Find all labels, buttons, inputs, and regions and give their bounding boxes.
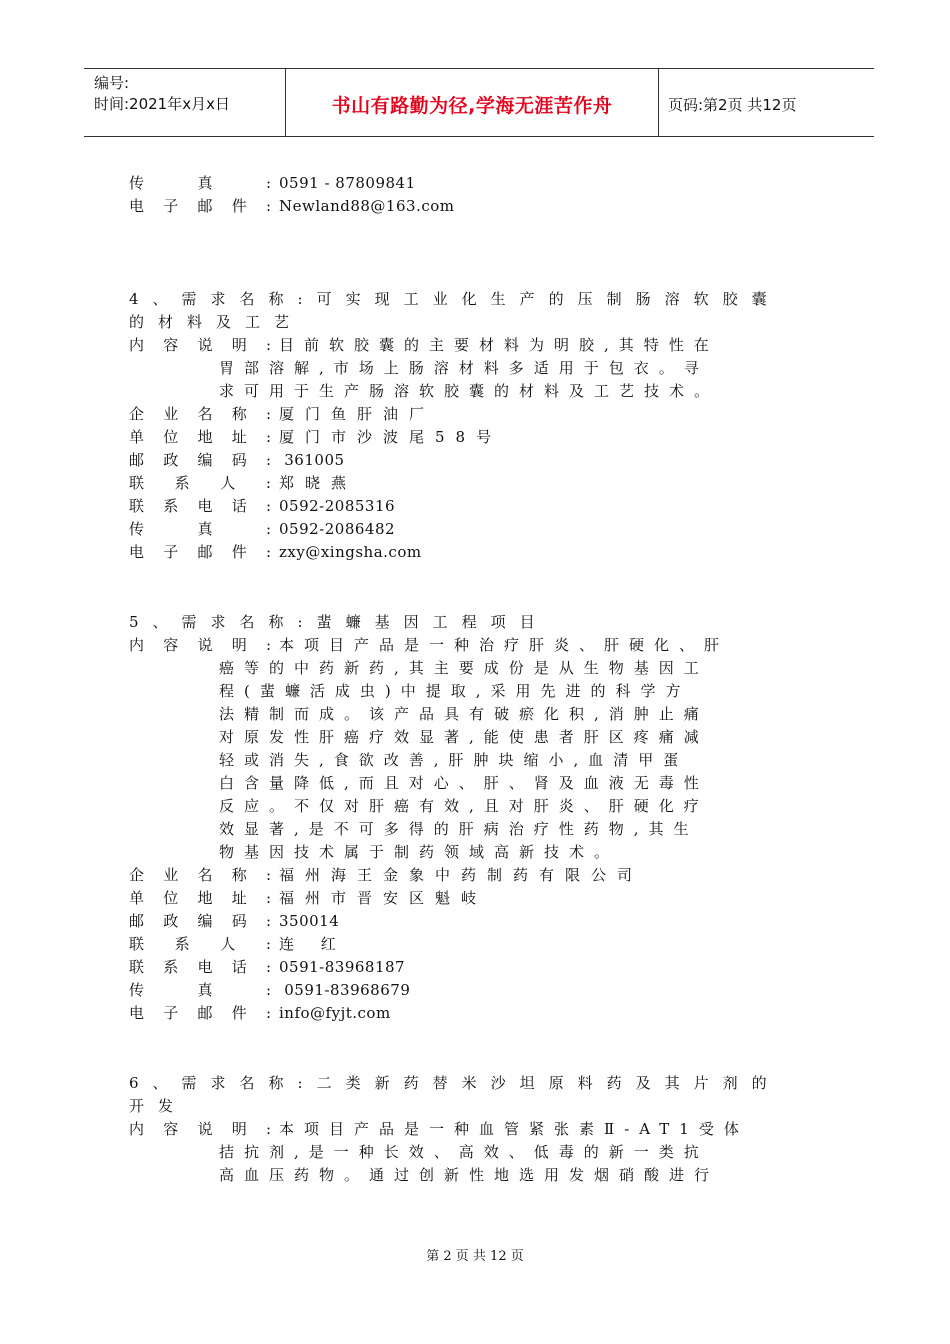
entry-title: 4、需求名称:可实现工业化生产的压制肠溶软胶囊 — [129, 290, 781, 308]
field-label: 联 系 电 话 : — [129, 958, 271, 976]
desc-line: 白含量降低,而且对心、肝、肾及血液无毒性 — [219, 774, 709, 792]
field-label: 联 系 人 : — [129, 935, 271, 953]
page-header — [84, 68, 874, 137]
desc-line: 效显著,是不可多得的肝病治疗性药物,其生 — [219, 820, 699, 838]
field-label: 传 真 : — [129, 520, 271, 538]
fax-row — [129, 172, 819, 195]
header-motto: 书山有路勤为径,学海无涯苦作舟 — [331, 95, 613, 117]
address-value: 厦门市沙波尾58号 — [279, 428, 503, 446]
phone-row — [129, 956, 819, 979]
field-label: 电 子 邮 件 : — [129, 1004, 271, 1022]
postcode-value: 361005 — [279, 451, 345, 469]
address-row — [129, 887, 819, 910]
contact-value: 郑晓燕 — [279, 474, 358, 492]
fax-value: 0592-2086482 — [279, 520, 396, 538]
email-row — [129, 1002, 819, 1025]
field-label: 联 系 人 : — [129, 474, 271, 492]
desc-line: 反应。不仅对肝癌有效,且对肝炎、肝硬化疗 — [219, 797, 709, 815]
field-label: 电 子 邮 件 : — [129, 197, 271, 215]
email-value: info@fyjt.com — [279, 1004, 391, 1022]
field-label: 联 系 电 话 : — [129, 497, 271, 515]
phone-value: 0591-83968187 — [279, 958, 406, 976]
desc-line: 程(蜚蠊活成虫)中提取,采用先进的科学方 — [219, 682, 691, 700]
field-label: 企 业 名 称 : — [129, 405, 271, 423]
address-value: 福州市晋安区魁岐 — [279, 889, 488, 907]
desc-row — [129, 1118, 819, 1141]
field-label: 单 位 地 址 : — [129, 889, 271, 907]
desc-row — [129, 334, 819, 357]
header-number-label: 编号: — [94, 74, 130, 92]
desc-line: 对原发性肝癌疗效显著,能使患者肝区疼痛减 — [219, 728, 709, 746]
contact-value: 连 红 — [279, 935, 347, 953]
document-body — [129, 172, 819, 1187]
entry-title-cont: 开发 — [129, 1097, 188, 1115]
desc-line: 胃部溶解,市场上肠溶材料多适用于包衣。寻 — [219, 359, 709, 377]
phone-value: 0592-2085316 — [279, 497, 396, 515]
desc-line: 物基因技术属于制药领域高新技术。 — [219, 843, 620, 861]
field-label: 传 真 : — [129, 174, 271, 192]
company-row — [129, 403, 819, 426]
desc-paragraph — [219, 1141, 819, 1187]
desc-paragraph — [219, 657, 819, 864]
desc-paragraph — [219, 357, 819, 403]
company-value: 厦门鱼肝油厂 — [279, 405, 436, 423]
field-label: 电 子 邮 件 : — [129, 543, 271, 561]
fax-row — [129, 979, 819, 1002]
phone-row — [129, 495, 819, 518]
header-divider — [658, 69, 659, 136]
email-value: Newland88@163.com — [279, 197, 455, 215]
field-label: 企 业 名 称 : — [129, 866, 271, 884]
desc-line: 拮抗剂,是一种长效、高效、低毒的新一类抗 — [219, 1143, 709, 1161]
desc-line: 本项目产品是一种血管紧张素Ⅱ-AT1受体 — [279, 1120, 749, 1138]
fax-value: 0591 - 87809841 — [279, 174, 416, 192]
field-label: 内 容 说 明 : — [129, 336, 271, 354]
entry-title-cont: 的材料及工艺 — [129, 313, 304, 331]
entry-title: 6、需求名称:二类新药替米沙坦原料药及其片剂的 — [129, 1074, 781, 1092]
email-row — [129, 541, 819, 564]
desc-line: 轻或消失,食欲改善,肝肿块缩小,血清甲蛋 — [219, 751, 689, 769]
desc-line: 求可用于生产肠溶软胶囊的材料及工艺技术。 — [219, 382, 720, 400]
desc-line: 本项目产品是一种治疗肝炎、肝硬化、肝 — [279, 636, 730, 654]
fax-row — [129, 518, 819, 541]
email-row — [129, 195, 819, 218]
email-value: zxy@xingsha.com — [279, 543, 422, 561]
address-row — [129, 426, 819, 449]
field-label: 邮 政 编 码 : — [129, 912, 271, 930]
contact-row — [129, 933, 819, 956]
postcode-row — [129, 449, 819, 472]
desc-line: 高血压药物。通过创新性地选用发烟硝酸进行 — [219, 1166, 720, 1184]
company-value: 福州海王金象中药制药有限公司 — [279, 866, 644, 884]
field-label: 邮 政 编 码 : — [129, 451, 271, 469]
contact-row — [129, 472, 819, 495]
header-time-label: 时间:2021年x月x日 — [94, 95, 230, 113]
header-meta — [94, 73, 230, 115]
header-page-label: 页码:第2页 共12页 — [668, 96, 797, 114]
fax-value: 0591-83968679 — [279, 981, 411, 999]
desc-line: 目前软胶囊的主要材料为明胶,其特性在 — [279, 336, 719, 354]
desc-line: 法精制而成。该产品具有破瘀化积,消肿止痛 — [219, 705, 709, 723]
postcode-value: 350014 — [279, 912, 340, 930]
company-row — [129, 864, 819, 887]
entry-title: 5、需求名称:蜚蠊基因工程项目 — [129, 613, 549, 631]
page-footer: 第 2 页 共 12 页 — [426, 1249, 524, 1264]
field-label: 单 位 地 址 : — [129, 428, 271, 446]
field-label: 内 容 说 明 : — [129, 636, 271, 654]
postcode-row — [129, 910, 819, 933]
desc-line: 癌等的中药新药,其主要成份是从生物基因工 — [219, 659, 709, 677]
field-label: 内 容 说 明 : — [129, 1120, 271, 1138]
desc-row — [129, 634, 819, 657]
field-label: 传 真 : — [129, 981, 271, 999]
